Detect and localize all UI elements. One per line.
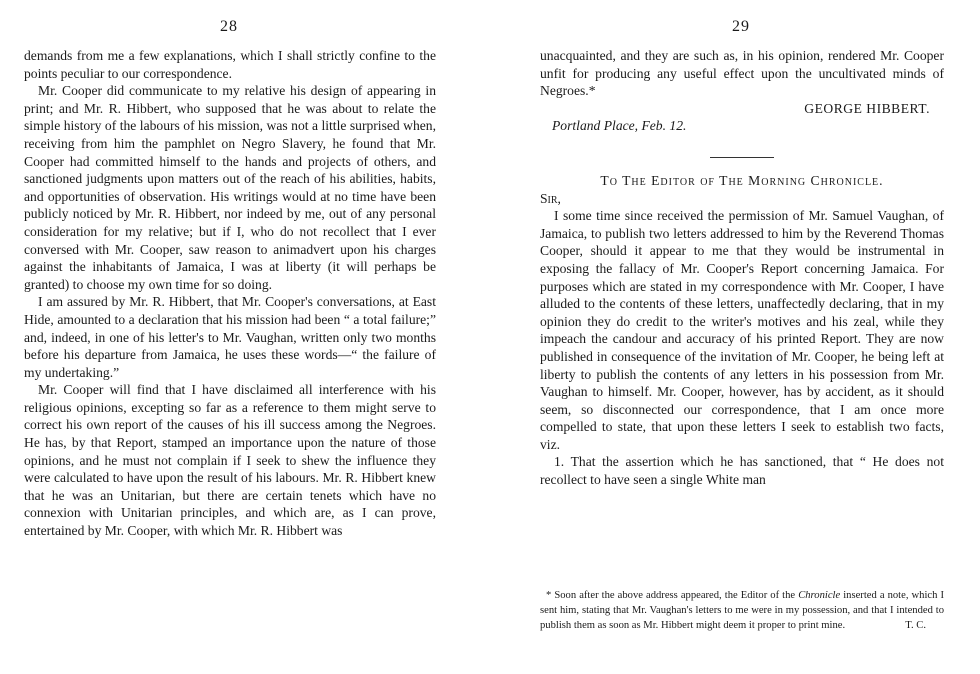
- left-page-body: [24, 47, 436, 540]
- right-page-body: [540, 47, 944, 489]
- footnote: [540, 588, 944, 634]
- paragraph: 1. That the assertion which he has sanctioned, that “ He does not recollect to have seen a single White man: [540, 454, 944, 488]
- footnote-signature: T. C.: [905, 620, 926, 632]
- right-page: [488, 0, 980, 674]
- paragraph: I am assured by Mr. R. Hibbert, that Mr. Cooper's conversations, at East Hide, amounted to a declaration that his mission had been “ a total failure;” and, indeed, in one of his letter's to Mr. Vaughan, written only two months before his departure from Jamaica, he uses these words—“ the failure of my undertaking.”: [24, 294, 436, 380]
- paragraph: demands from me a few explanations, which I shall strictly confine to the points peculiar to our correspondence.: [24, 48, 436, 81]
- signature: GEORGE HIBBERT.: [804, 100, 930, 116]
- footnote-text: * Soon after the above address appeared, the Editor of the: [546, 590, 796, 601]
- letter-heading: To The Editor of The Morning Chronicle.: [600, 172, 884, 188]
- paragraph: Mr. Cooper will find that I have disclaimed all interference with his religious opinions, excepting so far as a reference to them might serve to correct his own report of the causes of his ill success among the Negroes. He has, by that Report, stamped an importance upon the nature of those opinions, and he must not complain if I seek to shew the influence they were calculated to have upon the result of his labours. Mr. R. Hibbert knew that he was an Unitarian, but there are certain tenets which have no connexion with Unitarian principles, and which are, as I can prove, entertained by Mr. Cooper, with which Mr. R. Hibbert was: [24, 382, 436, 539]
- page-number: 29: [732, 18, 750, 35]
- paragraph: Mr. Cooper did communicate to my relative his design of appearing in print; and Mr. R. Hibbert, who supposed that he was about to relate the simple history of the labours of his mission, was not a little surprised when, receiving from him the pamphlet on Negro Slavery, he found that Mr. Cooper had committed himself to the hands and projects of others, and sanctioned judgments upon matters out of the reach of his abilities, habits, and opportunities of observation. His writings would at no time have been publicly noticed by Mr. R. Hibbert, nor indeed by me, out of any personal consideration for my relative; but if I, who do not recollect that I ever conversed with Mr. Cooper, saw reason to animadvert upon his charges against the inhabitants of Jamaica, I was at liberty (it will perhaps be granted) to choose my own time for so doing.: [24, 83, 436, 292]
- dateline: Portland Place, Feb. 12.: [552, 118, 687, 134]
- paragraph: I some time since received the permission of Mr. Samuel Vaughan, of Jamaica, to publish two letters addressed to him by the Reverend Thomas Cooper, should it appear to me that they would be instrumental in exposing the fallacy of Mr. Cooper's Report concerning Jamaica. For purposes which are stated in my correspondence with Mr. Cooper, I have alluded to the contents of these letters, unaffectedly declaring, that in my opinion they do credit to the writer's motives and his zeal, while they impeach the candour and accuracy of his printed Report. They are now published in consequence of the invitation of Mr. Cooper, he being left at liberty to publish the contents of any letters in his possession from Mr. Vaughan to himself. Mr. Cooper, however, has by accident, as it should seem, so disconnected our correspondence, that I am once more compelled to state, that upon these letters I seek to establish two facts, viz.: [540, 208, 944, 452]
- salutation: Sir,: [540, 190, 561, 206]
- section-divider: [710, 157, 774, 158]
- page-number: 28: [220, 18, 238, 35]
- paragraph: unacquainted, and they are such as, in his opinion, rendered Mr. Cooper unfit for producing any useful effect upon the uncultivated minds of Negroes.*: [540, 48, 944, 99]
- footnote-text: inserted a note, which I sent him, stating that Mr. Vaughan's letters to me were in my possession, and that I intended to publish them as soon as Mr. Hibbert might deem it proper to print mine.: [540, 590, 944, 632]
- left-page: [0, 0, 488, 674]
- footnote-publication: Chronicle: [798, 590, 841, 601]
